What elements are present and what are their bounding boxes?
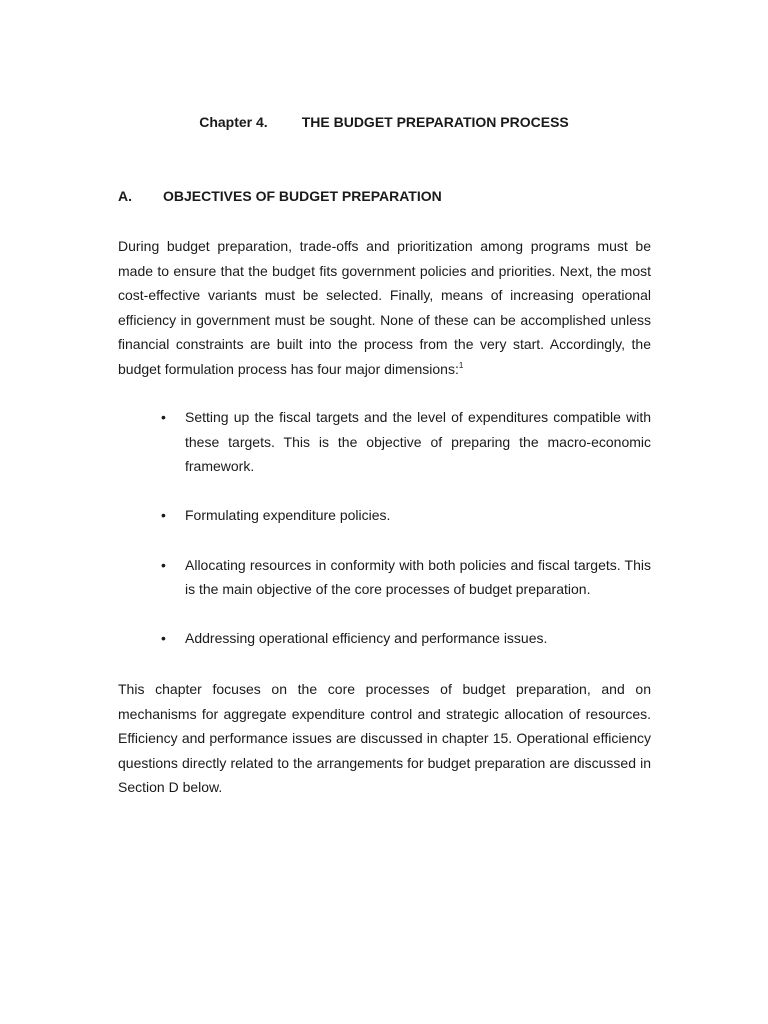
intro-paragraph-text: During budget preparation, trade-offs and prioritization among programs must be made to ensure that the budget fits government policies and priorities. Next, the most cost-effective variants must be selected. Finally, means of increasing operational efficiency in government must be sought. None of these can be accomplished unless financial constraints are built into the process from the very start. Accordingly, the budget formulation process has four major dimensions: (118, 238, 651, 377)
list-item-text: Addressing operational efficiency and performance issues. (185, 630, 548, 647)
section-title: OBJECTIVES OF BUDGET PREPARATION (163, 188, 442, 204)
list-item (118, 503, 651, 528)
section-heading (118, 188, 442, 204)
list-item-text: Allocating resources in conformity with both policies and fiscal targets. This is the main objective of the core processes of budget preparation. (185, 556, 651, 598)
bullet-icon: • (161, 630, 166, 647)
chapter-number: Chapter 4. (199, 114, 268, 130)
list-item (118, 405, 651, 479)
bullet-icon: • (161, 409, 166, 425)
list-item-text: Formulating expenditure policies. (185, 507, 391, 524)
dimensions-list (118, 405, 651, 676)
footnote-reference[interactable]: 1 (458, 360, 464, 370)
bullet-icon: • (161, 507, 166, 524)
section-letter: A. (118, 188, 132, 204)
bullet-icon: • (161, 556, 166, 573)
closing-paragraph: This chapter focuses on the core processes of budget preparation, and on mechanisms for aggregate expenditure control and strategic allocation of resources. Efficiency and performance issues are discussed in chapter 15. Operational efficiency questions directly related to the arrangements for budget preparation are discussed in Section D below. (118, 681, 651, 796)
chapter-heading: THE BUDGET PREPARATION PROCESS (301, 114, 569, 130)
list-item (118, 626, 651, 651)
chapter-title (0, 114, 768, 130)
intro-paragraph (118, 234, 651, 382)
list-item (118, 553, 651, 602)
list-item-text: Setting up the fiscal targets and the level of expenditures compatible with these targets. This is the objective of preparing the macro-economic framework. (185, 409, 651, 475)
